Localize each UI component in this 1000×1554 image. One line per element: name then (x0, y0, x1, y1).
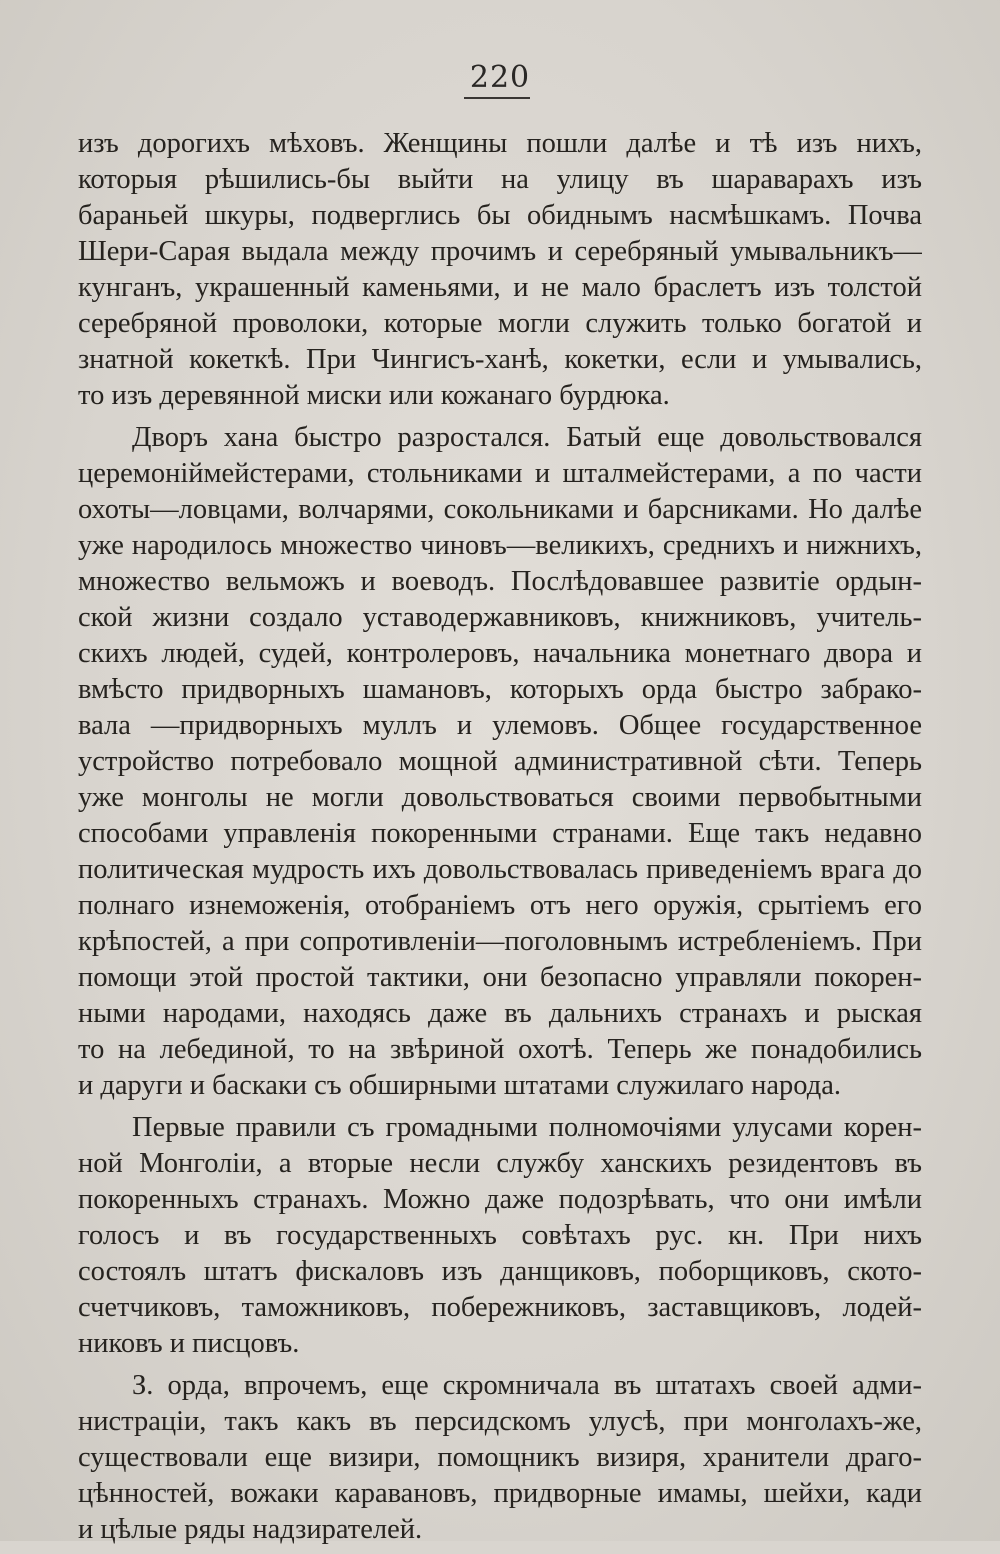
text-line: бараньей шкуры, подверглись бы обиднымъ насмѣшкамъ. Почва (78, 200, 922, 231)
text-line: Дворъ хана быстро разростался. Батый еще довольствовался (132, 422, 922, 453)
text-line: полнаго изнеможенiя, отобранiемъ отъ него оружiя, срытiемъ его (78, 890, 922, 921)
body-text (78, 126, 922, 1554)
page-number: 220 (469, 60, 531, 95)
paragraph (78, 1368, 922, 1548)
page-number-underline (464, 97, 530, 99)
text-line: знатной кокеткѣ. При Чингисъ-ханѣ, кокетки, если и умывались, (78, 344, 922, 375)
text-line: и даруги и баскаки съ обширными штатами служилаго народа. (78, 1070, 842, 1101)
text-line: счетчиковъ, таможниковъ, побережниковъ, заставщиковъ, лодей- (78, 1292, 922, 1323)
text-line: ными народами, находясь даже въ дальнихъ странахъ и рыская (78, 998, 922, 1029)
text-line: серебряной проволоки, которые могли служить только богатой и (78, 308, 922, 339)
text-line: уже монголы не могли довольствоваться своими первобытными (78, 782, 922, 813)
text-line: кунганъ, украшенный каменьями, и не мало браслетъ изъ толстой (78, 272, 922, 303)
text-line: множество вельможъ и воеводъ. Послѣдовавшее развитiе ордын- (78, 566, 922, 597)
text-line: вала —придворныхъ муллъ и улемовъ. Общее государственное (78, 710, 922, 741)
text-line: состоялъ штатъ фискаловъ изъ данщиковъ, поборщиковъ, ското- (78, 1256, 922, 1287)
text-line: покоренныхъ странахъ. Можно даже подозрѣвать, что они имѣли (78, 1184, 922, 1215)
paragraph (78, 1110, 922, 1362)
text-line: голосъ и въ государственныхъ совѣтахъ рус. кн. При нихъ (78, 1220, 922, 1251)
text-line: то изъ деревянной миски или кожанаго бурдюка. (78, 380, 670, 411)
paragraph (78, 126, 922, 414)
text-line: то на лебединой, то на звѣриной охотѣ. Теперь же понадобились (78, 1034, 922, 1065)
text-line: ской жизни создало уставодержавниковъ, книжниковъ, учитель- (78, 602, 922, 633)
text-line: существовали еще визири, помощникъ визиря, хранители драго- (78, 1442, 922, 1473)
text-line: изъ дорогихъ мѣховъ. Женщины пошли далѣе и тѣ изъ нихъ, (78, 128, 922, 159)
text-line: цѣнностей, вожаки каравановъ, придворные имамы, шейхи, кади (78, 1478, 922, 1509)
text-line: устройство потребовало мощной административной сѣти. Теперь (78, 746, 922, 777)
text-line: Шери-Сарая выдала между прочимъ и серебряный умывальникъ— (78, 236, 922, 267)
text-line: церемонiймейстерами, стольниками и шталмейстерами, а по части (78, 458, 922, 489)
text-line: и цѣлые ряды надзирателей. (78, 1514, 423, 1545)
text-line: никовъ и писцовъ. (78, 1328, 300, 1359)
text-line: Первые правили съ громадными полномочiями улусами корен- (132, 1112, 922, 1143)
paragraph (78, 420, 922, 1104)
text-line: крѣпостей, а при сопротивленiи—поголовнымъ истребленiемъ. При (78, 926, 922, 957)
text-line: вмѣсто придворныхъ шамановъ, которыхъ орда быстро забрако- (78, 674, 922, 705)
text-line: политическая мудрость ихъ довольствовалась приведенiемъ врага до (78, 854, 922, 885)
text-line: охоты—ловцами, волчарями, сокольниками и барсниками. Но далѣе (78, 494, 922, 525)
text-line: помощи этой простой тактики, они безопасно управляли покорен- (78, 962, 922, 993)
text-line: З. орда, впрочемъ, еще скромничала въ штатахъ своей адми- (132, 1370, 922, 1401)
text-line: уже народилось множество чиновъ—великихъ, среднихъ и нижнихъ, (78, 530, 922, 561)
text-line: которыя рѣшились-бы выйти на улицу въ шараварахъ изъ (78, 164, 922, 195)
text-line: ной Монголiи, а вторые несли службу ханскихъ резидентовъ въ (78, 1148, 922, 1179)
text-line: скихъ людей, судей, контролеровъ, начальника монетнаго двора и (78, 638, 922, 669)
text-line: нистрацiи, такъ какъ въ персидскомъ улусѣ, при монголахъ-же, (78, 1406, 922, 1437)
text-line: способами управленiя покоренными странами. Еще такъ недавно (78, 818, 922, 849)
